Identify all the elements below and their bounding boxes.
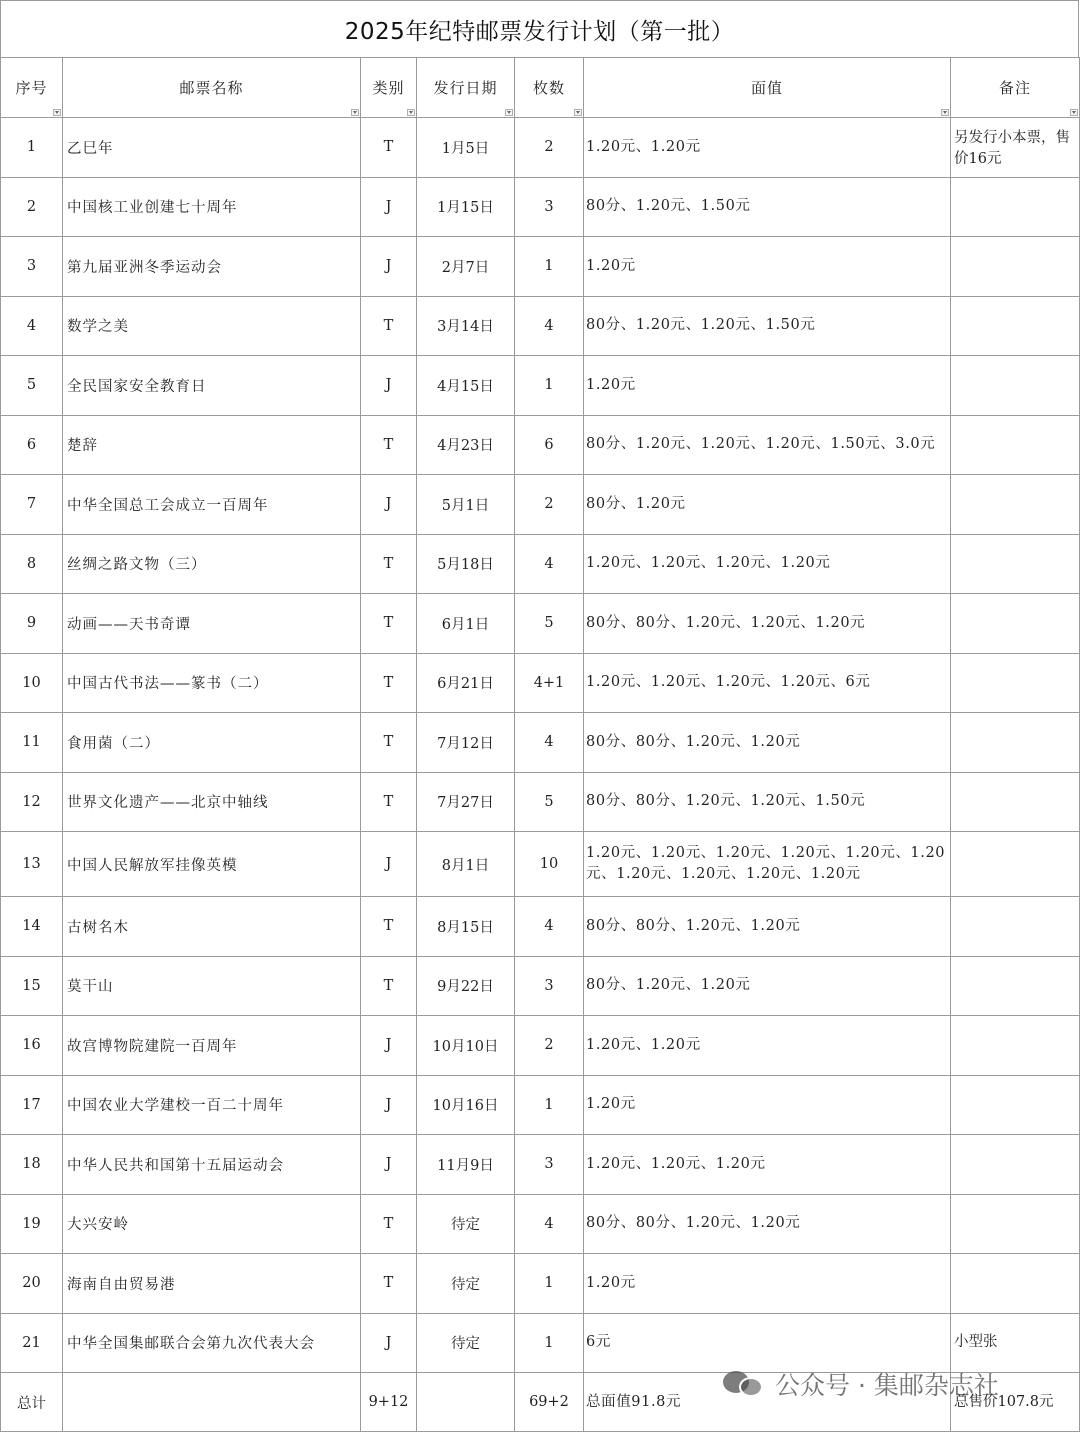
cell-type[interactable]: T (361, 956, 417, 1016)
cell-count[interactable]: 4 (515, 897, 584, 957)
cell-face[interactable]: 80分、80分、1.20元、1.20元、1.50元 (584, 772, 951, 832)
sheet-title: 2025年纪特邮票发行计划（第一批） (0, 0, 1079, 57)
cell-date[interactable]: 9月22日 (417, 956, 515, 1016)
cell-seq[interactable]: 6 (1, 415, 63, 475)
cell-note[interactable]: 另发行小本票，售价16元 (951, 118, 1080, 178)
table-row (1, 356, 1080, 416)
cell-name[interactable]: 全民国家安全教育日 (63, 356, 361, 416)
cell-seq[interactable]: 17 (1, 1075, 63, 1135)
cell-face[interactable]: 80分、1.20元、1.20元 (584, 956, 951, 1016)
cell-note[interactable] (951, 1016, 1080, 1076)
cell-type[interactable]: J (361, 1135, 417, 1195)
table-row (1, 534, 1080, 594)
cell-type[interactable]: T (361, 594, 417, 654)
table-row (1, 296, 1080, 356)
cell-type[interactable]: T (361, 653, 417, 713)
header-date[interactable]: 发行日期 (417, 58, 515, 118)
cell-face[interactable]: 1.20元、1.20元 (584, 118, 951, 178)
cell-date[interactable]: 8月15日 (417, 897, 515, 957)
cell-seq[interactable]: 19 (1, 1194, 63, 1254)
cell-face[interactable]: 1.20元 (584, 1254, 951, 1314)
total-note[interactable]: 总售价107.8元 (951, 1373, 1080, 1432)
cell-date[interactable]: 1月15日 (417, 177, 515, 237)
table-row (1, 118, 1080, 178)
cell-seq[interactable]: 11 (1, 713, 63, 773)
cell-name[interactable]: 世界文化遗产——北京中轴线 (63, 772, 361, 832)
cell-date[interactable]: 10月10日 (417, 1016, 515, 1076)
cell-seq[interactable]: 1 (1, 118, 63, 178)
filter-dropdown-icon[interactable] (505, 109, 513, 116)
cell-name[interactable]: 丝绸之路文物（三） (63, 534, 361, 594)
cell-type[interactable]: T (361, 713, 417, 773)
cell-count[interactable]: 5 (515, 772, 584, 832)
filter-dropdown-icon[interactable] (1070, 109, 1078, 116)
table-row (1, 1313, 1080, 1373)
cell-date[interactable]: 1月5日 (417, 118, 515, 178)
cell-note[interactable] (951, 1254, 1080, 1314)
table-row (1, 415, 1080, 475)
cell-date[interactable]: 3月14日 (417, 296, 515, 356)
table-row (1, 956, 1080, 1016)
cell-face[interactable]: 6元 (584, 1313, 951, 1373)
header-row (1, 58, 1080, 118)
table-row (1, 1016, 1080, 1076)
cell-seq[interactable]: 14 (1, 897, 63, 957)
cell-count[interactable]: 1 (515, 356, 584, 416)
cell-face[interactable]: 80分、1.20元、1.20元、1.50元 (584, 296, 951, 356)
cell-type[interactable]: J (361, 177, 417, 237)
cell-note[interactable] (951, 1075, 1080, 1135)
cell-note[interactable] (951, 415, 1080, 475)
cell-seq[interactable]: 13 (1, 832, 63, 897)
cell-face[interactable]: 1.20元 (584, 237, 951, 297)
header-name[interactable]: 邮票名称 (63, 58, 361, 118)
cell-count[interactable]: 4 (515, 713, 584, 773)
cell-type[interactable]: T (361, 1194, 417, 1254)
cell-face[interactable]: 80分、80分、1.20元、1.20元 (584, 1194, 951, 1254)
stamp-plan-table (0, 57, 1080, 1432)
cell-type[interactable]: J (361, 1016, 417, 1076)
cell-face[interactable]: 1.20元、1.20元、1.20元、1.20元、1.20元、1.20元、1.20元、1.20元、1.20元、1.20元 (584, 832, 951, 897)
cell-name[interactable]: 中华人民共和国第十五届运动会 (63, 1135, 361, 1195)
cell-note[interactable] (951, 713, 1080, 773)
cell-date[interactable]: 待定 (417, 1194, 515, 1254)
cell-count[interactable]: 6 (515, 415, 584, 475)
cell-type[interactable]: T (361, 415, 417, 475)
cell-name[interactable]: 故宫博物院建院一百周年 (63, 1016, 361, 1076)
cell-count[interactable]: 5 (515, 594, 584, 654)
table-row (1, 897, 1080, 957)
cell-date[interactable]: 待定 (417, 1313, 515, 1373)
cell-seq[interactable]: 4 (1, 296, 63, 356)
cell-count[interactable]: 2 (515, 1016, 584, 1076)
cell-count[interactable]: 1 (515, 1075, 584, 1135)
cell-count[interactable]: 1 (515, 1313, 584, 1373)
cell-type[interactable]: T (361, 897, 417, 957)
cell-type[interactable]: T (361, 118, 417, 178)
cell-type[interactable]: T (361, 1254, 417, 1314)
cell-note[interactable] (951, 237, 1080, 297)
cell-face[interactable]: 1.20元、1.20元 (584, 1016, 951, 1076)
cell-name[interactable]: 海南自由贸易港 (63, 1254, 361, 1314)
cell-count[interactable]: 4+1 (515, 653, 584, 713)
cell-seq[interactable]: 20 (1, 1254, 63, 1314)
cell-name[interactable]: 莫干山 (63, 956, 361, 1016)
cell-face[interactable]: 80分、80分、1.20元、1.20元、1.20元 (584, 594, 951, 654)
cell-face[interactable]: 80分、80分、1.20元、1.20元 (584, 897, 951, 957)
cell-date[interactable]: 5月18日 (417, 534, 515, 594)
cell-name[interactable]: 数学之美 (63, 296, 361, 356)
cell-face[interactable]: 80分、1.20元 (584, 475, 951, 535)
cell-seq[interactable]: 15 (1, 956, 63, 1016)
header-type[interactable]: 类别 (361, 58, 417, 118)
table-row (1, 475, 1080, 535)
cell-seq[interactable]: 10 (1, 653, 63, 713)
table-row (1, 772, 1080, 832)
header-face[interactable]: 面值 (584, 58, 951, 118)
table-row (1, 713, 1080, 773)
cell-face[interactable]: 1.20元、1.20元、1.20元、1.20元 (584, 534, 951, 594)
table-row (1, 1194, 1080, 1254)
cell-type[interactable]: J (361, 1313, 417, 1373)
cell-date[interactable]: 待定 (417, 1254, 515, 1314)
cell-date[interactable]: 4月23日 (417, 415, 515, 475)
cell-note[interactable]: 小型张 (951, 1313, 1080, 1373)
cell-note[interactable] (951, 177, 1080, 237)
cell-count[interactable]: 3 (515, 1135, 584, 1195)
table-row (1, 594, 1080, 654)
cell-seq[interactable]: 16 (1, 1016, 63, 1076)
header-note[interactable]: 备注 (951, 58, 1080, 118)
cell-seq[interactable]: 18 (1, 1135, 63, 1195)
cell-note[interactable] (951, 594, 1080, 654)
cell-note[interactable] (951, 897, 1080, 957)
cell-count[interactable]: 1 (515, 1254, 584, 1314)
cell-note[interactable] (951, 772, 1080, 832)
cell-seq[interactable]: 21 (1, 1313, 63, 1373)
cell-type[interactable]: J (361, 832, 417, 897)
filter-dropdown-icon[interactable] (941, 109, 949, 116)
cell-date[interactable]: 6月21日 (417, 653, 515, 713)
cell-face[interactable]: 1.20元 (584, 1075, 951, 1135)
cell-type[interactable]: J (361, 475, 417, 535)
cell-seq[interactable]: 2 (1, 177, 63, 237)
cell-note[interactable] (951, 653, 1080, 713)
cell-date[interactable]: 4月15日 (417, 356, 515, 416)
cell-seq[interactable]: 7 (1, 475, 63, 535)
total-date-empty[interactable] (417, 1373, 515, 1432)
table-row (1, 832, 1080, 897)
cell-note[interactable] (951, 832, 1080, 897)
cell-name[interactable]: 第九届亚洲冬季运动会 (63, 237, 361, 297)
cell-note[interactable] (951, 356, 1080, 416)
cell-note[interactable] (951, 956, 1080, 1016)
cell-name[interactable]: 动画——天书奇谭 (63, 594, 361, 654)
cell-name[interactable]: 古树名木 (63, 897, 361, 957)
cell-count[interactable]: 3 (515, 177, 584, 237)
cell-face[interactable]: 1.20元 (584, 356, 951, 416)
watermark-text: 公众号 · 集邮杂志社 (775, 1371, 999, 1400)
cell-date[interactable]: 10月16日 (417, 1075, 515, 1135)
cell-count[interactable]: 2 (515, 475, 584, 535)
cell-type[interactable]: J (361, 237, 417, 297)
cell-count[interactable]: 10 (515, 832, 584, 897)
cell-name[interactable]: 乙巳年 (63, 118, 361, 178)
header-count[interactable]: 枚数 (515, 58, 584, 118)
cell-date[interactable]: 7月27日 (417, 772, 515, 832)
cell-type[interactable]: T (361, 534, 417, 594)
cell-count[interactable]: 4 (515, 296, 584, 356)
cell-date[interactable]: 11月9日 (417, 1135, 515, 1195)
cell-name[interactable]: 大兴安岭 (63, 1194, 361, 1254)
filter-dropdown-icon[interactable] (53, 109, 61, 116)
cell-name[interactable]: 中国人民解放军挂像英模 (63, 832, 361, 897)
filter-dropdown-icon[interactable] (351, 109, 359, 116)
cell-date[interactable]: 8月1日 (417, 832, 515, 897)
cell-name[interactable]: 食用菌（二） (63, 713, 361, 773)
cell-date[interactable]: 7月12日 (417, 713, 515, 773)
cell-face[interactable]: 80分、1.20元、1.20元、1.20元、1.50元、3.0元 (584, 415, 951, 475)
table-row (1, 1254, 1080, 1314)
cell-face[interactable]: 80分、1.20元、1.50元 (584, 177, 951, 237)
filter-dropdown-icon[interactable] (574, 109, 582, 116)
total-face[interactable]: 总面值91.8元 (584, 1373, 951, 1432)
total-row (1, 1373, 1080, 1432)
table-row (1, 177, 1080, 237)
cell-face[interactable]: 1.20元、1.20元、1.20元 (584, 1135, 951, 1195)
cell-note[interactable] (951, 1135, 1080, 1195)
cell-name[interactable]: 中国农业大学建校一百二十周年 (63, 1075, 361, 1135)
cell-seq[interactable]: 12 (1, 772, 63, 832)
cell-date[interactable]: 6月1日 (417, 594, 515, 654)
table-row (1, 1075, 1080, 1135)
cell-seq[interactable]: 5 (1, 356, 63, 416)
total-name-empty[interactable] (63, 1373, 361, 1432)
cell-note[interactable] (951, 1194, 1080, 1254)
cell-name[interactable]: 中国核工业创建七十周年 (63, 177, 361, 237)
total-type[interactable]: 9+12 (361, 1373, 417, 1432)
cell-type[interactable]: J (361, 1075, 417, 1135)
filter-dropdown-icon[interactable] (407, 109, 415, 116)
cell-count[interactable]: 1 (515, 237, 584, 297)
cell-face[interactable]: 1.20元、1.20元、1.20元、1.20元、6元 (584, 653, 951, 713)
cell-date[interactable]: 2月7日 (417, 237, 515, 297)
cell-date[interactable]: 5月1日 (417, 475, 515, 535)
cell-name[interactable]: 中华全国总工会成立一百周年 (63, 475, 361, 535)
cell-type[interactable]: J (361, 356, 417, 416)
cell-name[interactable]: 中国古代书法——篆书（二） (63, 653, 361, 713)
cell-note[interactable] (951, 296, 1080, 356)
cell-seq[interactable]: 3 (1, 237, 63, 297)
cell-count[interactable]: 4 (515, 1194, 584, 1254)
cell-count[interactable]: 2 (515, 118, 584, 178)
cell-note[interactable] (951, 534, 1080, 594)
table-row (1, 237, 1080, 297)
cell-seq[interactable]: 8 (1, 534, 63, 594)
cell-name[interactable]: 中华全国集邮联合会第九次代表大会 (63, 1313, 361, 1373)
cell-note[interactable] (951, 475, 1080, 535)
cell-type[interactable]: T (361, 296, 417, 356)
total-count[interactable]: 69+2 (515, 1373, 584, 1432)
cell-type[interactable]: T (361, 772, 417, 832)
total-label[interactable]: 总计 (1, 1373, 63, 1432)
cell-count[interactable]: 3 (515, 956, 584, 1016)
cell-face[interactable]: 80分、80分、1.20元、1.20元 (584, 713, 951, 773)
table-row (1, 653, 1080, 713)
cell-name[interactable]: 楚辞 (63, 415, 361, 475)
table-row (1, 1135, 1080, 1195)
cell-seq[interactable]: 9 (1, 594, 63, 654)
header-seq[interactable]: 序号 (1, 58, 63, 118)
cell-count[interactable]: 4 (515, 534, 584, 594)
